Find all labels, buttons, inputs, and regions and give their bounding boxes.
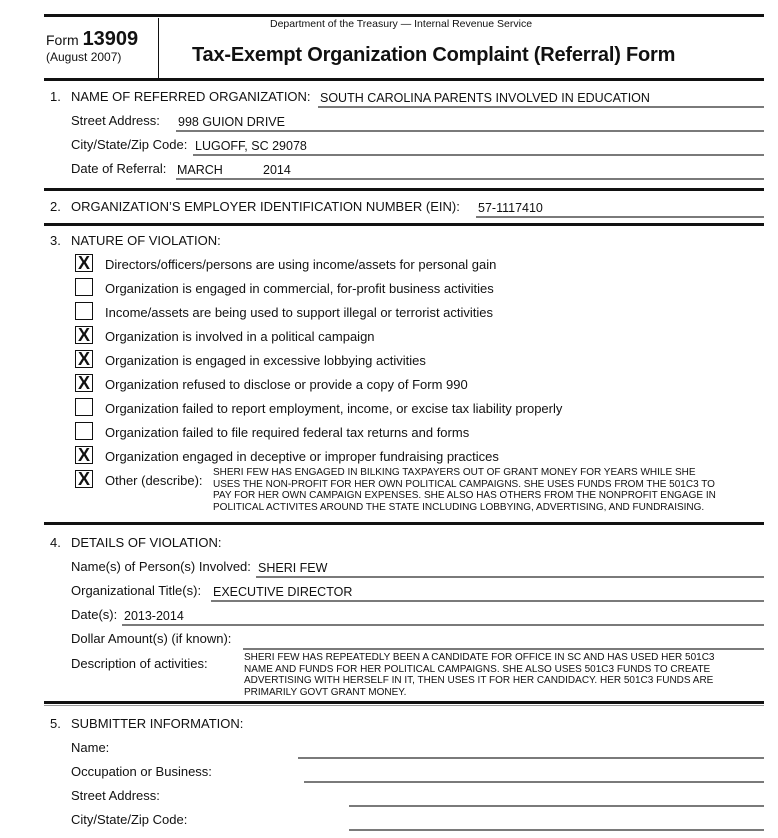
persons-involved-field[interactable]: SHERI FEW xyxy=(258,561,328,575)
referral-year-field[interactable]: 2014 xyxy=(263,163,291,177)
section-2-bottom-rule xyxy=(44,223,764,226)
violation-label-illegal-terrorist: Income/assets are being used to support illegal or terrorist activities xyxy=(105,305,494,320)
description-line: ADVERTISING WITH HERSELF IN IT, THEN USES IT FOR HER CANDIDACY. HER 501C3 FUNDS ARE xyxy=(244,675,714,686)
dates-field[interactable]: 2013-2014 xyxy=(124,609,184,623)
ein-field[interactable]: 57-1117410 xyxy=(478,201,543,215)
description-line: SHERI FEW HAS REPEATEDLY BEEN A CANDIDATE FOR OFFICE IN SC AND HAS USED HER 501C3 xyxy=(244,652,715,663)
department-line: Department of the Treasury — Internal Revenue Service xyxy=(270,18,533,30)
other-description-line: POLITICAL ACTIVITES AROUND THE STATE INCLUDING LOBBYING, ADVERTISING, AND FUNDRAISING. xyxy=(213,501,705,513)
header-bottom-rule xyxy=(44,78,764,81)
dates-underline xyxy=(122,624,764,626)
violation-label-tax-liability: Organization failed to report employment, income, or excise tax liability properly xyxy=(105,401,563,416)
section-3-number: 3. xyxy=(50,233,61,248)
other-description-line: USES THE NON-PROFIT FOR HER OWN POLITICAL CAMPAIGNS. SHE USES FUNDS FROM THE 501C3 TO xyxy=(213,478,715,490)
city-state-zip-label: City/State/Zip Code: xyxy=(71,137,188,152)
submitter-city-label: City/State/Zip Code: xyxy=(71,812,188,827)
submitter-occupation-field[interactable] xyxy=(304,781,764,783)
referral-month-field[interactable]: MARCH xyxy=(177,163,223,177)
violation-checkbox-form-990[interactable]: X xyxy=(75,374,93,392)
violation-checkbox-political-campaign[interactable]: X xyxy=(75,326,93,344)
submitter-name-label: Name: xyxy=(71,740,110,755)
violation-checkbox-personal-gain[interactable]: X xyxy=(75,254,93,272)
persons-involved-underline xyxy=(256,576,764,578)
violation-checkbox-fundraising[interactable]: X xyxy=(75,446,93,464)
submitter-information-heading: SUBMITTER INFORMATION: xyxy=(71,716,244,731)
nature-of-violation-heading: NATURE OF VIOLATION: xyxy=(71,233,221,248)
organizational-title-underline xyxy=(211,600,764,602)
submitter-street-label: Street Address: xyxy=(71,788,160,803)
date-of-referral-underline xyxy=(176,178,764,180)
violation-checkbox-illegal-terrorist[interactable] xyxy=(75,302,93,320)
violation-label-commercial: Organization is engaged in commercial, for-profit business activities xyxy=(105,281,494,296)
submitter-name-field[interactable] xyxy=(298,757,764,759)
dollar-amount-underline xyxy=(243,648,764,650)
form-revision-date: (August 2007) xyxy=(46,50,122,64)
header-top-rule xyxy=(44,14,764,17)
form-title: Tax-Exempt Organization Complaint (Referral) Form xyxy=(192,44,676,66)
description-of-activities-label: Description of activities: xyxy=(71,656,208,671)
ein-underline xyxy=(476,216,764,218)
violation-label-personal-gain: Directors/officers/persons are using income/assets for personal gain xyxy=(105,257,497,272)
submitter-street-field[interactable] xyxy=(349,805,764,807)
description-line: PRIMARILY GOVT GRANT MONEY. xyxy=(244,686,407,698)
section-4-bottom-thin-rule xyxy=(44,705,764,706)
form-prefix: Form xyxy=(46,32,79,48)
organizational-title-label: Organizational Title(s): xyxy=(71,583,202,598)
section-1-number: 1. xyxy=(50,89,61,104)
street-address-underline xyxy=(176,130,764,132)
street-address-label: Street Address: xyxy=(71,113,160,128)
violation-label-form-990: Organization refused to disclose or provide a copy of Form 990 xyxy=(105,377,468,392)
city-state-zip-field[interactable]: LUGOFF, SC 29078 xyxy=(195,139,307,153)
section-4-number: 4. xyxy=(50,535,61,550)
other-description-line: PAY FOR HER OWN CAMPAIGN EXPENSES. SHE ALSO HAS OTHERS FROM THE NONPROFIT ENGAGE IN xyxy=(213,490,716,501)
section-3-bottom-rule xyxy=(44,522,764,525)
section-5-number: 5. xyxy=(50,716,61,731)
section-4-bottom-rule xyxy=(44,701,764,704)
submitter-city-field[interactable] xyxy=(349,829,764,831)
other-description-line: SHERI FEW HAS ENGAGED IN BILKING TAXPAYERS OUT OF GRANT MONEY FOR YEARS WHILE SHE xyxy=(213,467,696,478)
org-name-label: NAME OF REFERRED ORGANIZATION: xyxy=(71,89,311,104)
header-divider xyxy=(158,18,159,79)
violation-checkbox-tax-liability[interactable] xyxy=(75,398,93,416)
violation-checkbox-failed-to-file[interactable] xyxy=(75,422,93,440)
persons-involved-label: Name(s) of Person(s) Involved: xyxy=(71,559,251,574)
dates-label: Date(s): xyxy=(71,607,118,622)
violation-label-failed-to-file: Organization failed to file required federal tax returns and forms xyxy=(105,425,470,440)
section-1-bottom-rule xyxy=(44,188,764,191)
ein-label: ORGANIZATION’S EMPLOYER IDENTIFICATION NUMBER (EIN): xyxy=(71,199,460,214)
violation-label-political-campaign: Organization is involved in a political campaign xyxy=(105,329,375,344)
other-description-field[interactable] xyxy=(213,467,716,513)
form-number-value: 13909 xyxy=(82,28,139,50)
street-address-field[interactable]: 998 GUION DRIVE xyxy=(178,115,285,129)
submitter-occupation-label: Occupation or Business: xyxy=(71,764,212,779)
violation-checkbox-lobbying[interactable]: X xyxy=(75,350,93,368)
form-number xyxy=(46,28,138,51)
organizational-title-field[interactable]: EXECUTIVE DIRECTOR xyxy=(213,585,353,599)
date-of-referral-label: Date of Referral: xyxy=(71,161,167,176)
description-line: NAME AND FUNDS FOR HER POLITICAL CAMPAIGNS. SHE ALSO USES 501C3 FUNDS TO CREATE xyxy=(244,663,711,675)
section-2-number: 2. xyxy=(50,199,61,214)
violation-checkbox-commercial[interactable] xyxy=(75,278,93,296)
violation-label-other: Other (describe): xyxy=(105,473,203,488)
violation-label-fundraising: Organization engaged in deceptive or improper fundraising practices xyxy=(105,449,499,464)
org-name-underline xyxy=(318,106,764,108)
violation-label-lobbying: Organization is engaged in excessive lobbying activities xyxy=(105,353,426,368)
description-of-activities-field[interactable] xyxy=(244,652,714,698)
details-of-violation-heading: DETAILS OF VIOLATION: xyxy=(71,535,222,550)
org-name-field[interactable]: SOUTH CAROLINA PARENTS INVOLVED IN EDUCATION xyxy=(320,91,650,105)
dollar-amount-label: Dollar Amount(s) (if known): xyxy=(71,631,232,646)
violation-checkbox-other[interactable]: X xyxy=(75,470,93,488)
city-state-zip-underline xyxy=(193,154,764,156)
